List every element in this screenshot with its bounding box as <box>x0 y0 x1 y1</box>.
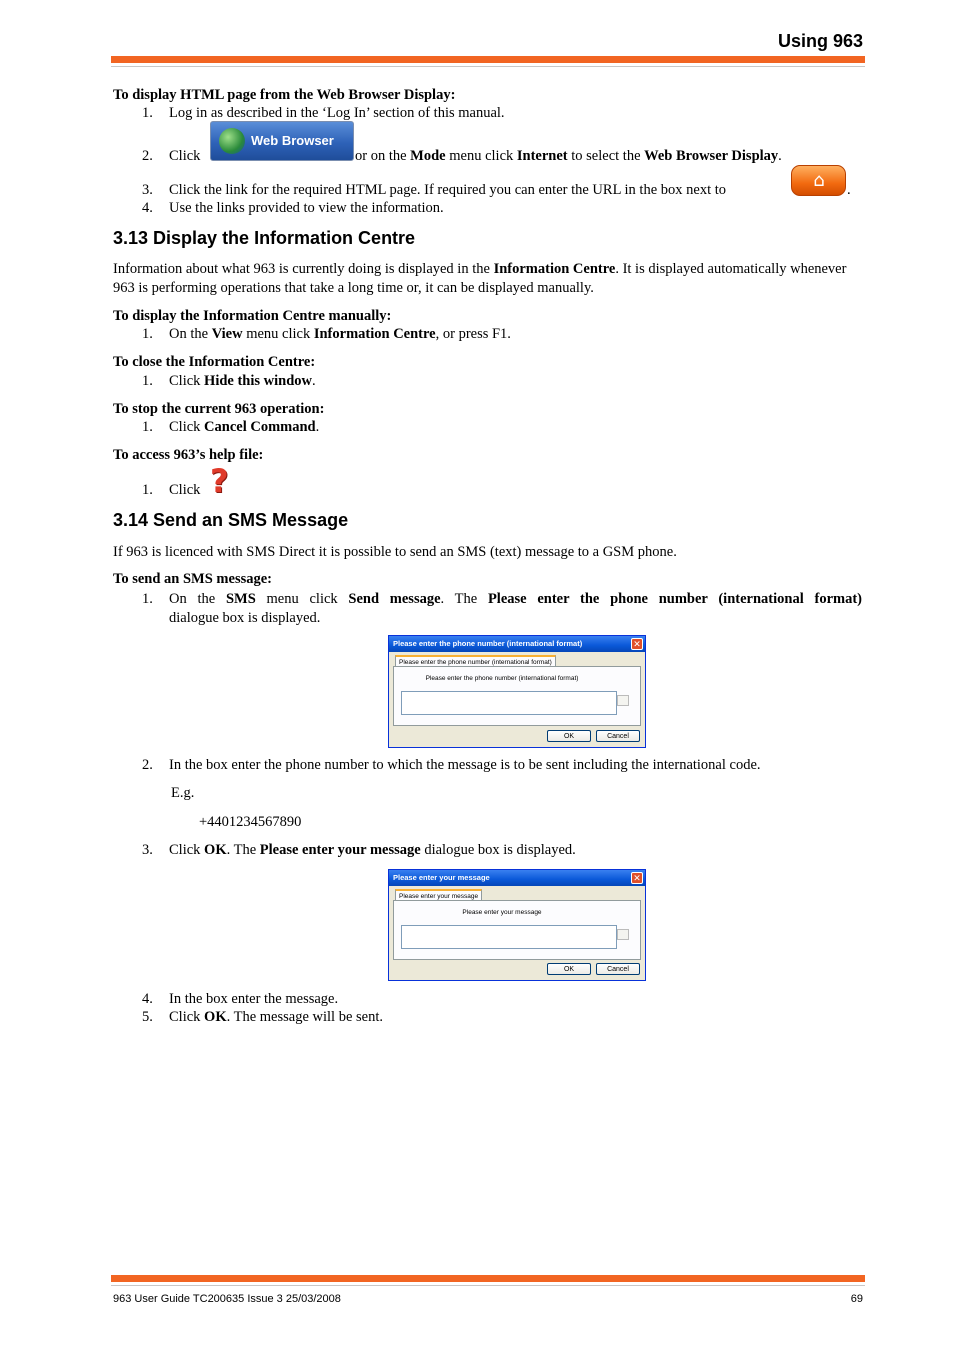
dialog-tab[interactable]: Please enter the phone number (international format) <box>395 655 556 668</box>
message-input[interactable] <box>401 925 617 949</box>
list-item: 1. Click Cancel Command. <box>142 419 320 435</box>
dialog-title: Please enter your message <box>389 870 645 886</box>
list-item-continuation: or on the Mode menu click Internet to select the Web Browser Display. <box>355 148 782 164</box>
close-icon[interactable]: ✕ <box>631 638 643 650</box>
send-heading: To send an SMS message: <box>113 571 272 587</box>
dialog-title: Please enter the phone number (international format) <box>389 636 645 652</box>
list-item: 1. On the SMS menu click Send message. The Please enter the phone number (international format) dialogue box is displayed. <box>142 591 862 626</box>
dialog-checkbox[interactable] <box>617 695 629 706</box>
page-header-title: Using 963 <box>777 31 863 51</box>
message-dialog <box>388 869 646 981</box>
list-item: 2. Click <box>142 148 201 164</box>
home-icon: ⌂ <box>813 170 825 191</box>
list-item: 4. In the box enter the message. <box>142 991 339 1007</box>
phone-number-dialog <box>388 635 646 748</box>
list-item: 3. Click the link for the required HTML page. If required you can enter the URL in the box next to <box>142 182 727 198</box>
dialog-prompt: Please enter the phone number (international format) <box>425 675 579 682</box>
list-item: 1. Click Hide this window. <box>142 373 316 389</box>
ok-button[interactable]: OK <box>547 730 591 742</box>
dialog-checkbox[interactable] <box>617 929 629 940</box>
ok-button[interactable]: OK <box>547 963 591 975</box>
web-browser-heading: To display HTML page from the Web Browser Display: <box>113 87 456 103</box>
close-heading: To close the Information Centre: <box>113 354 316 370</box>
phone-number-input[interactable] <box>401 691 617 715</box>
home-button[interactable] <box>791 165 846 196</box>
globe-icon <box>219 128 245 154</box>
cancel-button[interactable]: Cancel <box>596 730 640 742</box>
list-item: 1. Log in as described in the ‘Log In’ section of this manual. <box>142 105 505 121</box>
dialog-panel <box>393 666 641 726</box>
list-item: 5. Click OK. The message will be sent. <box>142 1009 383 1025</box>
example-label: E.g. <box>171 785 195 801</box>
close-icon[interactable]: ✕ <box>631 872 643 884</box>
section-heading-3-13: 3.13 Display the Information Centre <box>113 228 416 248</box>
footer-doc-info: 963 User Guide TC200635 Issue 3 25/03/2008 <box>113 1293 341 1305</box>
list-item: 3. Click OK. The Please enter your message dialogue box is displayed. <box>142 842 576 858</box>
cancel-button[interactable]: Cancel <box>596 963 640 975</box>
section-3-13-intro: Information about what 963 is currently doing is displayed in the Information Centre. It is displayed automatically whenever 963 is performing operations that take a long time or, it can be displayed manually. <box>113 261 847 296</box>
page-number: 69 <box>850 1293 863 1305</box>
manual-heading: To display the Information Centre manually: <box>113 308 392 324</box>
dialog-tab[interactable]: Please enter your message <box>395 889 482 902</box>
dialog-prompt: Please enter your message <box>462 909 542 916</box>
header-accent-bar <box>111 56 865 63</box>
help-question-icon[interactable]: ? <box>210 462 229 500</box>
list-item: 4. Use the links provided to view the information. <box>142 200 444 216</box>
list-item: 1. Click <box>142 482 201 498</box>
period: . <box>847 182 851 198</box>
web-browser-button-label: Web Browser <box>251 133 334 148</box>
stop-heading: To stop the current 963 operation: <box>113 401 325 417</box>
section-heading-3-14: 3.14 Send an SMS Message <box>113 510 349 530</box>
list-item: 2. In the box enter the phone number to which the message is to be sent including the international code. <box>142 757 761 773</box>
help-heading: To access 963’s help file: <box>113 447 264 463</box>
web-browser-button[interactable] <box>210 121 354 161</box>
footer-rule <box>111 1285 865 1286</box>
example-number: +4401234567890 <box>199 814 302 830</box>
list-item: 1. On the View menu click Information Centre, or press F1. <box>142 326 511 342</box>
header-rule <box>111 66 865 67</box>
footer-accent-bar <box>111 1275 865 1282</box>
dialog-panel <box>393 900 641 960</box>
section-3-14-intro: If 963 is licenced with SMS Direct it is possible to send an SMS (text) message to a GSM phone. <box>113 544 677 560</box>
